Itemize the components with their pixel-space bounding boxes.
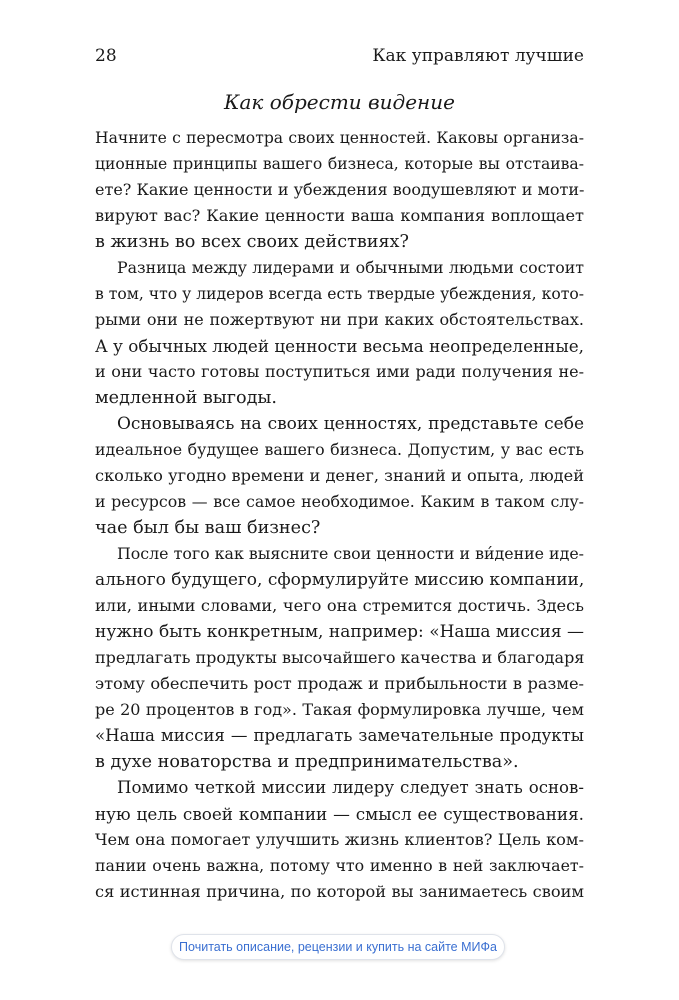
running-header: [95, 44, 584, 68]
text-line: Разница между лидерами и обычными людьми состоит: [117, 258, 584, 277]
text-line: предлагать продукты высочайшего качества и благодаря: [95, 648, 584, 667]
text-line: или, иными словами, чего она стремится достичь. Здесь: [95, 596, 584, 615]
text-line: рыми они не пожертвуют ни при каких обстоятельствах.: [95, 310, 584, 329]
text-line: Чем она помогает улучшить жизнь клиентов? Цель ком-: [95, 830, 584, 849]
text-line: «Наша миссия — предлагать замечательные продукты: [95, 726, 584, 745]
text-line: и они часто готовы поступиться ими ради получения не-: [95, 362, 584, 381]
text-line: Основываясь на своих ценностях, представьте себе: [117, 414, 584, 434]
text-line: в духе новаторства и предпринимательства».: [95, 752, 519, 772]
text-line: ся истинная причина, по которой вы занимаетесь своим: [95, 882, 584, 901]
text-line: пании очень важна, потому что именно в ней заключает-: [95, 856, 584, 875]
text-line: ную цель своей компании — смысл ее существования.: [95, 804, 584, 824]
paragraph: [95, 541, 584, 775]
text-line: в том, что у лидеров всегда есть твердые убеждения, кото-: [95, 285, 584, 303]
text-line: Помимо четкой миссии лидеру следует знать основ-: [117, 778, 584, 797]
text-line: медленной выгоды.: [95, 388, 278, 408]
paragraph: [95, 125, 584, 255]
text-line: ального будущего, сформулируйте миссию компании,: [95, 570, 584, 590]
text-line: сколько угодно времени и денег, знаний и опыта, людей: [95, 466, 584, 485]
paragraph: [95, 775, 584, 905]
paragraph: [95, 255, 584, 411]
paragraph: [95, 411, 584, 541]
text-line: ре 20 процентов в год». Такая формулировка лучше, чем: [95, 700, 584, 719]
section-title: Как обрести видение: [224, 90, 455, 114]
page-number: 28: [95, 46, 117, 66]
running-title: Как управляют лучшие: [372, 46, 584, 66]
text-line: ционные принципы вашего бизнеса, которые вы отстаива-: [95, 155, 584, 173]
text-line: этому обеспечить рост продаж и прибыльности в разме-: [95, 674, 584, 693]
promo-link-button[interactable]: Почитать описание, рецензии и купить на сайте МИФа: [171, 934, 505, 960]
text-line: идеальное будущее вашего бизнеса. Допустим, у вас есть: [95, 440, 584, 459]
text-line: вируют вас? Какие ценности ваша компания воплощает: [95, 206, 584, 225]
text-line: и ресурсов — все самое необходимое. Каким в таком слу-: [95, 492, 584, 511]
text-line: нужно быть конкретным, например: «Наша миссия —: [95, 622, 584, 642]
body-text: [95, 125, 584, 905]
text-line: в жизнь во всех своих действиях?: [95, 232, 409, 252]
text-line: После того как выясните свои ценности и ви́дение иде-: [117, 544, 584, 563]
text-line: А у обычных людей ценности весьма неопределенные,: [95, 336, 584, 356]
text-line: Начните с пересмотра своих ценностей. Каковы организа-: [95, 129, 584, 147]
text-line: чае был бы ваш бизнес?: [95, 518, 321, 538]
text-line: ете? Какие ценности и убеждения воодушевляют и моти-: [95, 180, 584, 199]
